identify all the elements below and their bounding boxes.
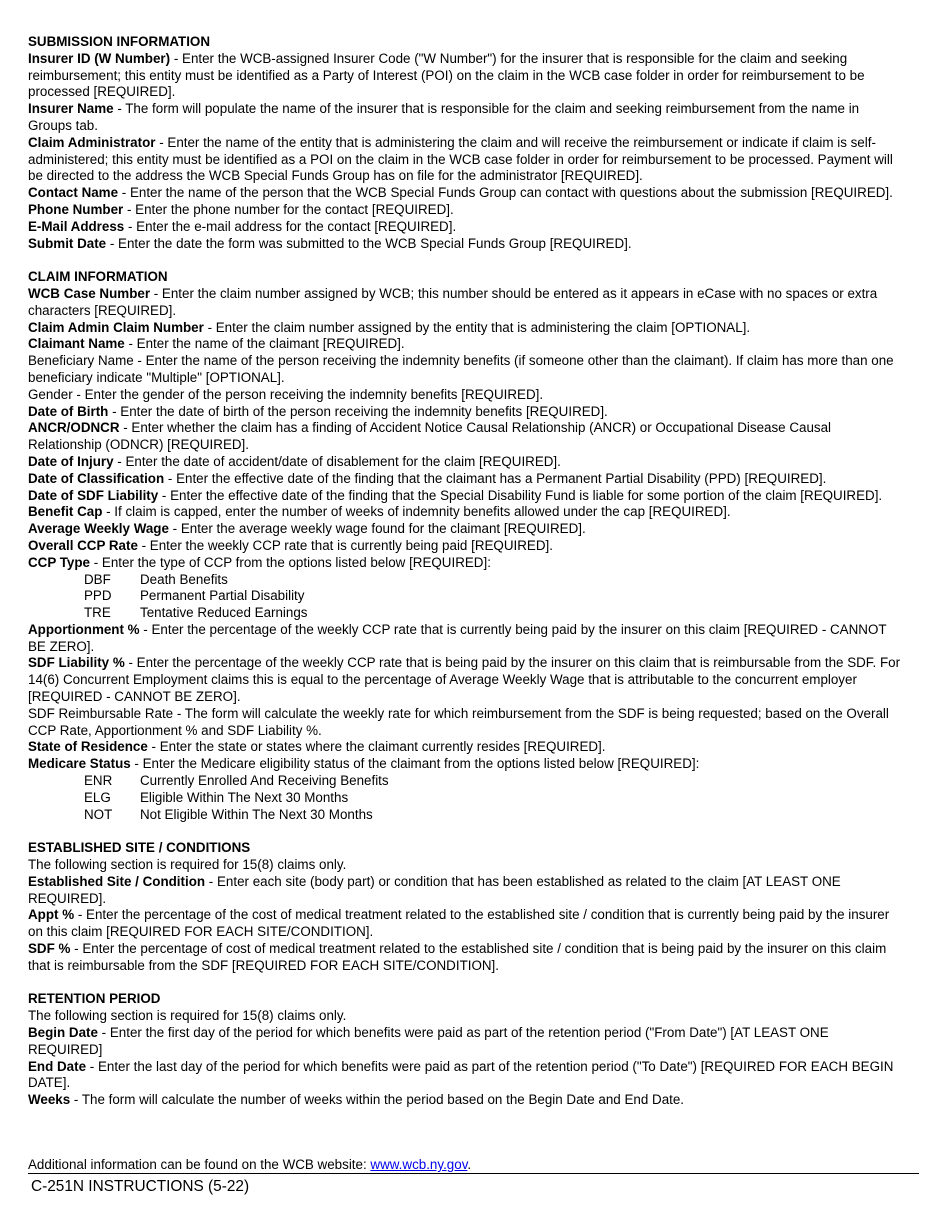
option-row <box>28 572 906 589</box>
option-label: Currently Enrolled And Receiving Benefits <box>140 773 389 789</box>
field-description <box>28 135 906 185</box>
field-text: - Enter the percentage of the weekly CCP rate that is currently being paid by the insurer on this claim [REQUIRED - CANNOT BE ZERO]. <box>28 621 887 654</box>
field-text: - Enter the claim number assigned by the entity that is administering the claim [OPTIONAL]. <box>203 319 751 335</box>
field-description <box>28 655 906 705</box>
field-text: The following section is required for 15(8) claims only. <box>28 857 347 873</box>
field-description <box>28 874 906 908</box>
field-description <box>28 941 906 975</box>
field-term: CCP Type <box>28 554 91 570</box>
footer-note-text: Additional information can be found on the WCB website: <box>28 1157 371 1172</box>
field-description <box>28 756 906 773</box>
field-term: Claimant Name <box>28 336 125 352</box>
field-term: Insurer ID (W Number) <box>28 50 171 66</box>
option-row <box>28 773 906 790</box>
field-description <box>28 488 906 505</box>
option-code: TRE <box>84 605 111 621</box>
field-description <box>28 706 906 740</box>
section-retention-period <box>28 991 906 1109</box>
option-label: Tentative Reduced Earnings <box>140 605 308 621</box>
field-text: - Enter the date the form was submitted to the WCB Special Funds Group [REQUIRED]. <box>106 235 632 251</box>
field-text: - Enter the last day of the period for which benefits were paid as part of the retention period ("To Date") [REQUIRED FOR EACH BEGIN DATE]. <box>28 1058 894 1091</box>
field-description <box>28 739 906 756</box>
field-term: Contact Name <box>28 185 119 201</box>
instructions-body <box>28 34 906 1109</box>
field-description <box>28 404 906 421</box>
field-text: - Enter the first day of the period for which benefits were paid as part of the retention period ("From Date") [AT LEAST ONE REQUIRED] <box>28 1025 829 1057</box>
field-description <box>28 1059 906 1093</box>
section-established-site-conditions <box>28 840 906 974</box>
field-text: - Enter the Medicare eligibility status of the claimant from the options listed below [REQUIRED]: <box>130 756 700 772</box>
field-term: Claim Administrator <box>28 134 156 150</box>
field-text: - Enter the phone number for the contact [REQUIRED]. <box>123 201 454 217</box>
option-row <box>28 807 906 824</box>
field-description <box>28 336 906 353</box>
field-text: - Enter the percentage of the weekly CCP rate that is being paid by the insurer on this claim that is reimbursable from the SDF. For 14(6) Concurrent Employment claims this is equal to the percentage of Average Weekly Wage that is attributable to the concurrent employer [REQUIRED - CANNOT BE ZERO]. <box>28 655 901 705</box>
form-identifier: C-251N INSTRUCTIONS (5-22) <box>31 1178 250 1195</box>
field-text: - Enter the percentage of the cost of medical treatment related to the established site / condition that is currently being paid by the insurer on this claim [REQUIRED FOR EACH SITE/CONDITION]. <box>28 907 890 940</box>
field-text: - Enter whether the claim has a finding of Accident Notice Causal Relationship (ANCR) or Occupational Disease Causal Relationship (ODNCR) [REQUIRED]. <box>28 420 832 453</box>
field-term: Overall CCP Rate <box>28 537 138 553</box>
field-text: - Enter the claim number assigned by WCB; this number should be entered as it appears in eCase with no spaces or extra characters [REQUIRED]. <box>28 285 878 318</box>
footer-divider <box>28 1173 919 1174</box>
field-description <box>28 320 906 337</box>
field-text: - Enter the weekly CCP rate that is currently being paid [REQUIRED]. <box>137 537 553 553</box>
section-spacer <box>28 252 906 269</box>
field-description <box>28 454 906 471</box>
field-text: - Enter each site (body part) or condition that has been established as related to the claim [AT LEAST ONE REQUIRED]. <box>28 873 841 906</box>
field-term: Date of SDF Liability <box>28 487 159 503</box>
option-label: Permanent Partial Disability <box>140 588 305 604</box>
field-term: Apportionment % <box>28 621 140 637</box>
field-text: The following section is required for 15(8) claims only. <box>28 1008 347 1024</box>
field-description <box>28 1092 906 1109</box>
field-term: Phone Number <box>28 201 124 217</box>
option-code: NOT <box>84 806 113 822</box>
field-text: - Enter the WCB-assigned Insurer Code ("W Number") for the insurer that is responsible for the claim and seeking reimbursement; this entity must be identified as a Party of Interest (POI) on the claim in the WCB case folder in order for reimbursement to be processed [REQUIRED]. <box>28 50 865 100</box>
field-description <box>28 51 906 101</box>
field-description <box>28 521 906 538</box>
field-term: Appt % <box>28 907 75 923</box>
field-description <box>28 387 906 404</box>
field-term: Date of Classification <box>28 470 165 486</box>
field-description <box>28 236 906 253</box>
field-text: - The form will calculate the number of weeks within the period based on the Begin Date and End Date. <box>70 1092 685 1108</box>
option-code: ELG <box>84 789 111 805</box>
field-text: Gender - Enter the gender of the person receiving the indemnity benefits [REQUIRED]. <box>28 386 544 402</box>
field-description <box>28 353 906 387</box>
field-text: - The form will populate the name of the insurer that is responsible for the claim and seeking reimbursement from the name in Groups tab. <box>28 101 860 133</box>
section-title: RETENTION PERIOD <box>28 991 161 1007</box>
field-text: - Enter the name of the claimant [REQUIRED]. <box>124 336 405 352</box>
field-term: State of Residence <box>28 739 148 755</box>
option-label: Not Eligible Within The Next 30 Months <box>140 806 373 822</box>
field-term: Claim Admin Claim Number <box>28 319 204 335</box>
field-term: End Date <box>28 1058 87 1074</box>
field-description <box>28 857 906 874</box>
field-text: - Enter the date of birth of the person receiving the indemnity benefits [REQUIRED]. <box>108 403 608 419</box>
field-term: Benefit Cap <box>28 504 103 520</box>
field-term: SDF Liability % <box>28 655 125 671</box>
section-title: CLAIM INFORMATION <box>28 269 168 285</box>
field-term: Insurer Name <box>28 101 114 117</box>
option-code: ENR <box>84 773 113 789</box>
option-row <box>28 790 906 807</box>
field-description <box>28 286 906 320</box>
field-text: - Enter the name of the entity that is administering the claim and will receive the reimbursement or indicate if claim is self-administered; this entity must be identified as a POI on the claim in the WCB case folder in order for reimbursement to be processed. Payment will be directed to the address the WCB Special Funds Group has on file for the administrator [REQUIRED]. <box>28 134 893 184</box>
field-term: Date of Birth <box>28 403 109 419</box>
field-description <box>28 101 906 135</box>
field-description <box>28 420 906 454</box>
field-term: Submit Date <box>28 235 107 251</box>
option-label: Death Benefits <box>140 571 228 587</box>
field-text: - Enter the state or states where the claimant currently resides [REQUIRED]. <box>147 739 606 755</box>
field-description <box>28 555 906 572</box>
option-code: DBF <box>84 571 111 587</box>
field-term: WCB Case Number <box>28 285 151 301</box>
field-description <box>28 504 906 521</box>
field-description <box>28 1025 906 1059</box>
field-term: Average Weekly Wage <box>28 521 169 537</box>
wcb-website-link[interactable]: www.wcb.ny.gov <box>370 1157 468 1172</box>
field-term: Established Site / Condition <box>28 873 206 889</box>
field-term: ANCR/ODNCR <box>28 420 120 436</box>
field-description <box>28 219 906 236</box>
option-label: Eligible Within The Next 30 Months <box>140 789 349 805</box>
field-term: SDF % <box>28 941 71 957</box>
section-spacer <box>28 975 906 992</box>
option-code: PPD <box>84 588 112 604</box>
footer-note <box>28 1157 471 1174</box>
field-description <box>28 907 906 941</box>
field-text: - If claim is capped, enter the number of weeks of indemnity benefits allowed under the cap [REQUIRED]. <box>102 504 731 520</box>
field-text: - Enter the average weekly wage found for the claimant [REQUIRED]. <box>168 521 586 537</box>
field-term: Medicare Status <box>28 756 131 772</box>
field-description <box>28 1008 906 1025</box>
section-claim-information <box>28 269 906 823</box>
field-description <box>28 622 906 656</box>
section-title: SUBMISSION INFORMATION <box>28 34 211 49</box>
field-text: - Enter the e-mail address for the contact [REQUIRED]. <box>124 218 457 234</box>
section-title: ESTABLISHED SITE / CONDITIONS <box>28 840 251 856</box>
field-text: Beneficiary Name - Enter the name of the person receiving the indemnity benefits (if someone other than the claimant). If claim has more than one beneficiary indicate "Multiple" [OPTIONAL]. <box>28 353 894 385</box>
field-term: Date of Injury <box>28 453 114 469</box>
field-text: - Enter the type of CCP from the options listed below [REQUIRED]: <box>90 554 491 570</box>
option-row <box>28 588 906 605</box>
option-row <box>28 605 906 622</box>
field-text: - Enter the effective date of the finding that the claimant has a Permanent Partial Disability (PPD) [REQUIRED]. <box>164 470 827 486</box>
field-description <box>28 185 906 202</box>
field-text: - Enter the name of the person that the WCB Special Funds Group can contact with questions about the submission [REQUIRED]. <box>118 185 893 201</box>
field-description <box>28 471 906 488</box>
field-text: - Enter the effective date of the finding that the Special Disability Fund is liable for some portion of the claim [REQUIRED]. <box>158 487 883 503</box>
section-submission-information <box>28 34 906 252</box>
field-text: SDF Reimbursable Rate - The form will calculate the weekly rate for which reimbursement from the SDF is being requested; based on the Overall CCP Rate, Apportionment % and SDF Liability %. <box>28 705 889 738</box>
footer-note-period: . <box>467 1157 472 1172</box>
field-term: E-Mail Address <box>28 218 125 234</box>
field-text: - Enter the percentage of cost of medical treatment related to the established site / condition that is being paid by the insurer on this claim that is reimbursable from the SDF [REQUIRED FOR EACH SITE/CONDITION]. <box>28 941 887 973</box>
field-term: Begin Date <box>28 1025 98 1041</box>
field-description <box>28 538 906 555</box>
section-spacer <box>28 823 906 840</box>
field-term: Weeks <box>28 1092 71 1108</box>
field-text: - Enter the date of accident/date of disablement for the claim [REQUIRED]. <box>113 453 561 469</box>
field-description <box>28 202 906 219</box>
